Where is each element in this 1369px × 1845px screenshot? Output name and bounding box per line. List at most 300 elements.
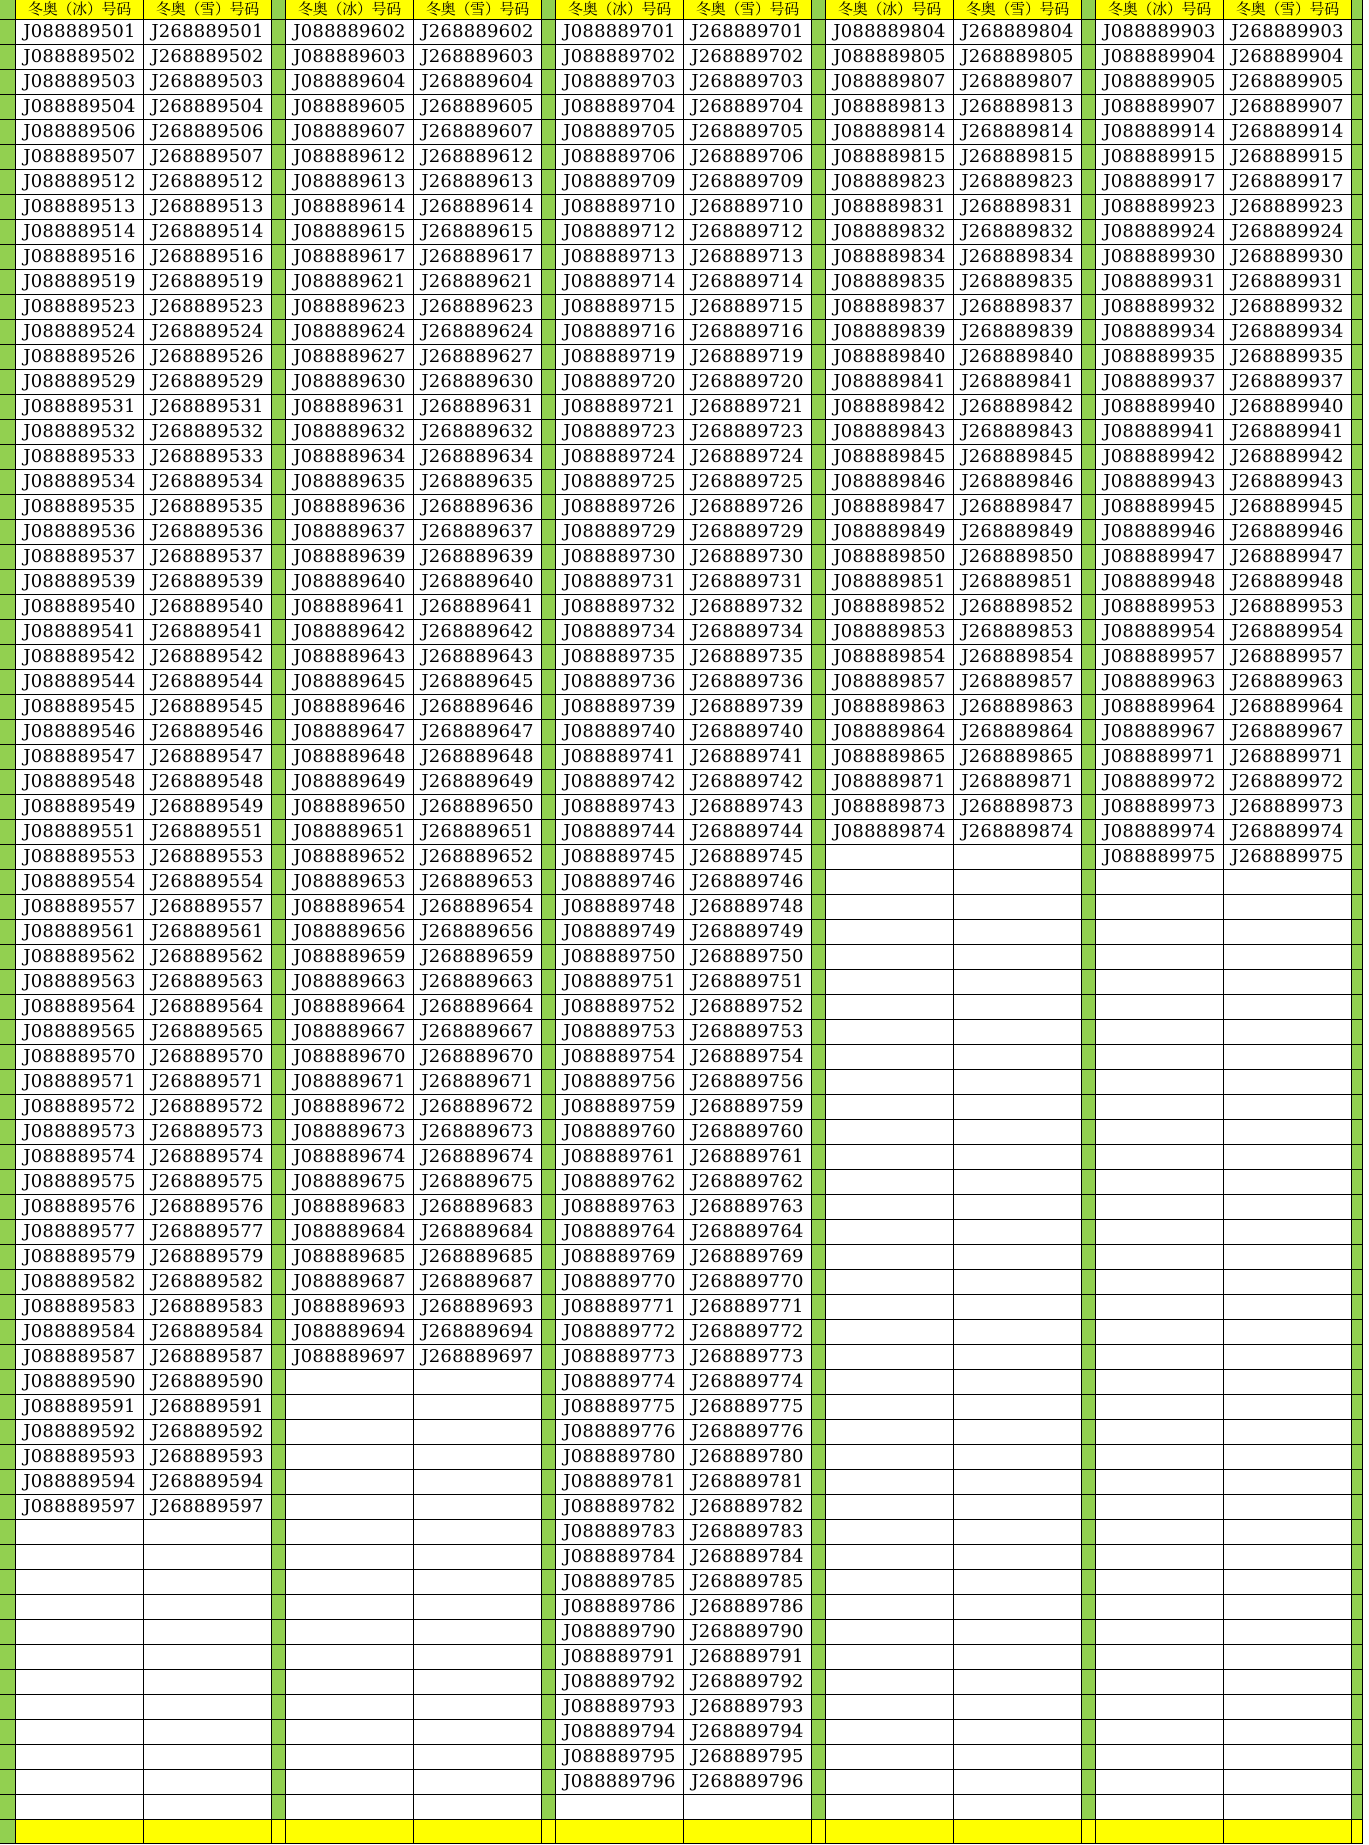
snow-number-cell[interactable]: J268889612: [414, 145, 542, 170]
ice-number-cell[interactable]: J088889752: [556, 995, 684, 1020]
snow-number-cell[interactable]: J268889715: [684, 295, 812, 320]
ice-number-cell[interactable]: J088889791: [556, 1645, 684, 1670]
snow-number-cell[interactable]: J268889507: [144, 145, 272, 170]
empty-cell[interactable]: [286, 1695, 414, 1720]
snow-number-cell[interactable]: J268889562: [144, 945, 272, 970]
ice-number-cell[interactable]: J088889575: [16, 1170, 144, 1195]
snow-number-cell[interactable]: J268889754: [684, 1045, 812, 1070]
snow-number-cell[interactable]: J268889713: [684, 245, 812, 270]
ice-number-cell[interactable]: J088889553: [16, 845, 144, 870]
snow-number-cell[interactable]: J268889546: [144, 720, 272, 745]
ice-number-cell[interactable]: J088889571: [16, 1070, 144, 1095]
ice-number-cell[interactable]: J088889516: [16, 245, 144, 270]
snow-number-cell[interactable]: J268889954: [1224, 620, 1352, 645]
ice-number-cell[interactable]: J088889630: [286, 370, 414, 395]
empty-cell[interactable]: [1096, 1495, 1224, 1520]
snow-number-cell[interactable]: J268889943: [1224, 470, 1352, 495]
snow-number-cell[interactable]: J268889923: [1224, 195, 1352, 220]
ice-number-cell[interactable]: J088889683: [286, 1195, 414, 1220]
ice-number-cell[interactable]: J088889843: [826, 420, 954, 445]
empty-cell[interactable]: [826, 895, 954, 920]
ice-number-cell[interactable]: J088889594: [16, 1470, 144, 1495]
ice-number-cell[interactable]: J088889656: [286, 920, 414, 945]
empty-cell[interactable]: [954, 845, 1082, 870]
empty-cell[interactable]: [826, 970, 954, 995]
ice-number-cell[interactable]: J088889840: [826, 345, 954, 370]
empty-cell[interactable]: [954, 1620, 1082, 1645]
ice-number-cell[interactable]: J088889917: [1096, 170, 1224, 195]
ice-number-cell[interactable]: J088889627: [286, 345, 414, 370]
snow-number-cell[interactable]: J268889932: [1224, 295, 1352, 320]
ice-number-cell[interactable]: J088889851: [826, 570, 954, 595]
footer-cell[interactable]: [144, 1820, 272, 1844]
empty-cell[interactable]: [954, 1520, 1082, 1545]
snow-number-cell[interactable]: J268889587: [144, 1345, 272, 1370]
snow-number-cell[interactable]: J268889645: [414, 670, 542, 695]
ice-number-cell[interactable]: J088889832: [826, 220, 954, 245]
snow-number-cell[interactable]: J268889537: [144, 545, 272, 570]
ice-number-cell[interactable]: J088889726: [556, 495, 684, 520]
ice-number-cell[interactable]: J088889732: [556, 595, 684, 620]
ice-number-cell[interactable]: J088889523: [16, 295, 144, 320]
ice-number-cell[interactable]: J088889741: [556, 745, 684, 770]
empty-cell[interactable]: [16, 1770, 144, 1795]
empty-cell[interactable]: [144, 1595, 272, 1620]
empty-cell[interactable]: [1096, 1220, 1224, 1245]
empty-cell[interactable]: [286, 1545, 414, 1570]
ice-number-cell[interactable]: J088889745: [556, 845, 684, 870]
empty-cell[interactable]: [1224, 995, 1352, 1020]
snow-number-cell[interactable]: J268889716: [684, 320, 812, 345]
snow-number-cell[interactable]: J268889924: [1224, 220, 1352, 245]
empty-cell[interactable]: [414, 1620, 542, 1645]
snow-number-cell[interactable]: J268889667: [414, 1020, 542, 1045]
ice-number-cell[interactable]: J088889621: [286, 270, 414, 295]
empty-cell[interactable]: [16, 1520, 144, 1545]
empty-cell[interactable]: [1096, 1595, 1224, 1620]
empty-cell[interactable]: [16, 1545, 144, 1570]
ice-number-cell[interactable]: J088889531: [16, 395, 144, 420]
empty-cell[interactable]: [1096, 1345, 1224, 1370]
ice-number-cell[interactable]: J088889694: [286, 1320, 414, 1345]
snow-number-cell[interactable]: J268889749: [684, 920, 812, 945]
snow-number-cell[interactable]: J268889553: [144, 845, 272, 870]
snow-number-cell[interactable]: J268889591: [144, 1395, 272, 1420]
empty-cell[interactable]: [826, 945, 954, 970]
empty-cell[interactable]: [954, 995, 1082, 1020]
snow-number-cell[interactable]: J268889804: [954, 20, 1082, 45]
snow-number-cell[interactable]: J268889750: [684, 945, 812, 970]
snow-number-cell[interactable]: J268889683: [414, 1195, 542, 1220]
empty-cell[interactable]: [286, 1370, 414, 1395]
ice-number-cell[interactable]: J088889742: [556, 770, 684, 795]
ice-number-cell[interactable]: J088889846: [826, 470, 954, 495]
empty-cell[interactable]: [954, 1170, 1082, 1195]
ice-number-cell[interactable]: J088889667: [286, 1020, 414, 1045]
ice-number-cell[interactable]: J088889784: [556, 1545, 684, 1570]
ice-number-cell[interactable]: J088889769: [556, 1245, 684, 1270]
empty-cell[interactable]: [286, 1520, 414, 1545]
snow-number-cell[interactable]: J268889793: [684, 1695, 812, 1720]
empty-cell[interactable]: [1096, 895, 1224, 920]
ice-number-cell[interactable]: J088889931: [1096, 270, 1224, 295]
snow-number-cell[interactable]: J268889565: [144, 1020, 272, 1045]
snow-number-cell[interactable]: J268889654: [414, 895, 542, 920]
snow-number-cell[interactable]: J268889770: [684, 1270, 812, 1295]
ice-number-cell[interactable]: J088889710: [556, 195, 684, 220]
empty-cell[interactable]: [1096, 870, 1224, 895]
ice-number-cell[interactable]: J088889506: [16, 120, 144, 145]
ice-number-cell[interactable]: J088889953: [1096, 595, 1224, 620]
ice-number-cell[interactable]: J088889842: [826, 395, 954, 420]
empty-cell[interactable]: [954, 920, 1082, 945]
empty-cell[interactable]: [16, 1720, 144, 1745]
ice-number-cell[interactable]: J088889603: [286, 45, 414, 70]
ice-number-cell[interactable]: J088889815: [826, 145, 954, 170]
empty-cell[interactable]: [1224, 1495, 1352, 1520]
snow-number-cell[interactable]: J268889627: [414, 345, 542, 370]
empty-cell[interactable]: [826, 995, 954, 1020]
snow-number-cell[interactable]: J268889832: [954, 220, 1082, 245]
snow-number-cell[interactable]: J268889795: [684, 1745, 812, 1770]
ice-number-cell[interactable]: J088889590: [16, 1370, 144, 1395]
snow-number-cell[interactable]: J268889719: [684, 345, 812, 370]
ice-number-cell[interactable]: J088889834: [826, 245, 954, 270]
empty-cell[interactable]: [1096, 995, 1224, 1020]
empty-cell[interactable]: [1224, 1770, 1352, 1795]
ice-number-cell[interactable]: J088889785: [556, 1570, 684, 1595]
ice-number-cell[interactable]: J088889557: [16, 895, 144, 920]
ice-number-cell[interactable]: J088889775: [556, 1395, 684, 1420]
snow-number-cell[interactable]: J268889694: [414, 1320, 542, 1345]
ice-number-cell[interactable]: J088889704: [556, 95, 684, 120]
snow-number-cell[interactable]: J268889847: [954, 495, 1082, 520]
ice-number-cell[interactable]: J088889639: [286, 545, 414, 570]
snow-number-cell[interactable]: J268889540: [144, 595, 272, 620]
ice-number-cell[interactable]: J088889731: [556, 570, 684, 595]
snow-number-cell[interactable]: J268889535: [144, 495, 272, 520]
empty-cell[interactable]: [414, 1720, 542, 1745]
ice-number-cell[interactable]: J088889507: [16, 145, 144, 170]
snow-number-cell[interactable]: J268889937: [1224, 370, 1352, 395]
ice-number-cell[interactable]: J088889544: [16, 670, 144, 695]
ice-number-cell[interactable]: J088889804: [826, 20, 954, 45]
empty-cell[interactable]: [1224, 920, 1352, 945]
snow-number-cell[interactable]: J268889873: [954, 795, 1082, 820]
empty-cell[interactable]: [414, 1420, 542, 1445]
ice-number-cell[interactable]: J088889796: [556, 1770, 684, 1795]
empty-cell[interactable]: [16, 1595, 144, 1620]
empty-cell[interactable]: [954, 1695, 1082, 1720]
snow-number-cell[interactable]: J268889664: [414, 995, 542, 1020]
empty-cell[interactable]: [826, 1720, 954, 1745]
snow-number-cell[interactable]: J268889964: [1224, 695, 1352, 720]
empty-cell[interactable]: [286, 1645, 414, 1670]
snow-number-cell[interactable]: J268889953: [1224, 595, 1352, 620]
snow-number-cell[interactable]: J268889794: [684, 1720, 812, 1745]
ice-number-cell[interactable]: J088889685: [286, 1245, 414, 1270]
ice-number-cell[interactable]: J088889570: [16, 1045, 144, 1070]
snow-number-cell[interactable]: J268889726: [684, 495, 812, 520]
ice-number-cell[interactable]: J088889534: [16, 470, 144, 495]
ice-number-cell[interactable]: J088889852: [826, 595, 954, 620]
snow-number-cell[interactable]: J268889571: [144, 1070, 272, 1095]
ice-number-cell[interactable]: J088889697: [286, 1345, 414, 1370]
snow-number-cell[interactable]: J268889791: [684, 1645, 812, 1670]
empty-cell[interactable]: [954, 1095, 1082, 1120]
empty-cell[interactable]: [954, 1020, 1082, 1045]
empty-cell[interactable]: [414, 1695, 542, 1720]
ice-number-cell[interactable]: J088889967: [1096, 720, 1224, 745]
snow-number-cell[interactable]: J268889945: [1224, 495, 1352, 520]
snow-number-cell[interactable]: J268889652: [414, 845, 542, 870]
empty-cell[interactable]: [414, 1370, 542, 1395]
empty-cell[interactable]: [1096, 1020, 1224, 1045]
ice-number-cell[interactable]: J088889753: [556, 1020, 684, 1045]
ice-number-cell[interactable]: J088889654: [286, 895, 414, 920]
empty-cell[interactable]: [144, 1620, 272, 1645]
ice-number-cell[interactable]: J088889597: [16, 1495, 144, 1520]
ice-number-cell[interactable]: J088889542: [16, 645, 144, 670]
footer-cell[interactable]: [954, 1820, 1082, 1844]
ice-number-cell[interactable]: J088889724: [556, 445, 684, 470]
empty-cell[interactable]: [826, 1345, 954, 1370]
ice-number-cell[interactable]: J088889645: [286, 670, 414, 695]
empty-cell[interactable]: [16, 1645, 144, 1670]
snow-number-cell[interactable]: J268889579: [144, 1245, 272, 1270]
snow-number-cell[interactable]: J268889506: [144, 120, 272, 145]
empty-cell[interactable]: [144, 1745, 272, 1770]
ice-number-cell[interactable]: J088889805: [826, 45, 954, 70]
empty-cell[interactable]: [1096, 1095, 1224, 1120]
empty-cell[interactable]: [414, 1445, 542, 1470]
snow-number-cell[interactable]: J268889673: [414, 1120, 542, 1145]
snow-number-cell[interactable]: J268889502: [144, 45, 272, 70]
ice-number-cell[interactable]: J088889623: [286, 295, 414, 320]
ice-number-cell[interactable]: J088889502: [16, 45, 144, 70]
snow-number-cell[interactable]: J268889967: [1224, 720, 1352, 745]
ice-number-cell[interactable]: J088889764: [556, 1220, 684, 1245]
snow-number-cell[interactable]: J268889541: [144, 620, 272, 645]
snow-number-cell[interactable]: J268889623: [414, 295, 542, 320]
snow-number-cell[interactable]: J268889712: [684, 220, 812, 245]
empty-cell[interactable]: [1224, 1195, 1352, 1220]
empty-cell[interactable]: [286, 1595, 414, 1620]
ice-number-cell[interactable]: J088889572: [16, 1095, 144, 1120]
empty-cell[interactable]: [414, 1795, 542, 1820]
snow-number-cell[interactable]: J268889840: [954, 345, 1082, 370]
ice-number-cell[interactable]: J088889943: [1096, 470, 1224, 495]
snow-number-cell[interactable]: J268889512: [144, 170, 272, 195]
ice-number-cell[interactable]: J088889564: [16, 995, 144, 1020]
empty-cell[interactable]: [1224, 1120, 1352, 1145]
ice-number-cell[interactable]: J088889574: [16, 1145, 144, 1170]
snow-number-cell[interactable]: J268889659: [414, 945, 542, 970]
empty-cell[interactable]: [826, 1470, 954, 1495]
empty-cell[interactable]: [1224, 1570, 1352, 1595]
empty-cell[interactable]: [954, 1470, 1082, 1495]
ice-number-cell[interactable]: J088889713: [556, 245, 684, 270]
snow-number-cell[interactable]: J268889845: [954, 445, 1082, 470]
snow-number-cell[interactable]: J268889736: [684, 670, 812, 695]
ice-number-cell[interactable]: J088889636: [286, 495, 414, 520]
snow-number-cell[interactable]: J268889577: [144, 1220, 272, 1245]
empty-cell[interactable]: [16, 1620, 144, 1645]
ice-number-cell[interactable]: J088889930: [1096, 245, 1224, 270]
snow-number-cell[interactable]: J268889790: [684, 1620, 812, 1645]
empty-cell[interactable]: [954, 1445, 1082, 1470]
snow-number-cell[interactable]: J268889864: [954, 720, 1082, 745]
empty-cell[interactable]: [1096, 1270, 1224, 1295]
empty-cell[interactable]: [1224, 1470, 1352, 1495]
snow-number-cell[interactable]: J268889748: [684, 895, 812, 920]
empty-cell[interactable]: [1224, 1220, 1352, 1245]
empty-cell[interactable]: [954, 1370, 1082, 1395]
ice-number-cell[interactable]: J088889762: [556, 1170, 684, 1195]
snow-number-cell[interactable]: J268889785: [684, 1570, 812, 1595]
ice-number-cell[interactable]: J088889539: [16, 570, 144, 595]
footer-cell[interactable]: [16, 1820, 144, 1844]
empty-cell[interactable]: [954, 945, 1082, 970]
empty-cell[interactable]: [1224, 1320, 1352, 1345]
snow-number-cell[interactable]: J268889742: [684, 770, 812, 795]
empty-cell[interactable]: [1224, 1595, 1352, 1620]
snow-number-cell[interactable]: J268889603: [414, 45, 542, 70]
snow-number-cell[interactable]: J268889710: [684, 195, 812, 220]
snow-number-cell[interactable]: J268889857: [954, 670, 1082, 695]
ice-number-cell[interactable]: J088889709: [556, 170, 684, 195]
empty-cell[interactable]: [826, 1320, 954, 1345]
empty-cell[interactable]: [1096, 1695, 1224, 1720]
ice-number-cell[interactable]: J088889651: [286, 820, 414, 845]
snow-number-cell[interactable]: J268889604: [414, 70, 542, 95]
snow-number-cell[interactable]: J268889714: [684, 270, 812, 295]
snow-number-cell[interactable]: J268889805: [954, 45, 1082, 70]
ice-number-cell[interactable]: J088889545: [16, 695, 144, 720]
snow-number-cell[interactable]: J268889557: [144, 895, 272, 920]
footer-cell[interactable]: [1096, 1820, 1224, 1844]
ice-number-cell[interactable]: J088889652: [286, 845, 414, 870]
snow-number-cell[interactable]: J268889514: [144, 220, 272, 245]
ice-number-cell[interactable]: J088889972: [1096, 770, 1224, 795]
ice-number-cell[interactable]: J088889519: [16, 270, 144, 295]
ice-number-cell[interactable]: J088889932: [1096, 295, 1224, 320]
empty-cell[interactable]: [286, 1570, 414, 1595]
snow-number-cell[interactable]: J268889973: [1224, 795, 1352, 820]
snow-number-cell[interactable]: J268889563: [144, 970, 272, 995]
empty-cell[interactable]: [1096, 1195, 1224, 1220]
empty-cell[interactable]: [1096, 920, 1224, 945]
snow-number-cell[interactable]: J268889573: [144, 1120, 272, 1145]
snow-number-cell[interactable]: J268889772: [684, 1320, 812, 1345]
empty-cell[interactable]: [286, 1495, 414, 1520]
ice-number-cell[interactable]: J088889549: [16, 795, 144, 820]
ice-number-cell[interactable]: J088889849: [826, 520, 954, 545]
empty-cell[interactable]: [826, 1045, 954, 1070]
ice-number-cell[interactable]: J088889703: [556, 70, 684, 95]
empty-cell[interactable]: [1224, 1395, 1352, 1420]
ice-number-cell[interactable]: J088889684: [286, 1220, 414, 1245]
ice-number-cell[interactable]: J088889649: [286, 770, 414, 795]
snow-number-cell[interactable]: J268889935: [1224, 345, 1352, 370]
empty-cell[interactable]: [1096, 1770, 1224, 1795]
ice-number-cell[interactable]: J088889554: [16, 870, 144, 895]
ice-number-cell[interactable]: J088889749: [556, 920, 684, 945]
ice-number-cell[interactable]: J088889641: [286, 595, 414, 620]
empty-cell[interactable]: [1096, 1145, 1224, 1170]
snow-number-cell[interactable]: J268889536: [144, 520, 272, 545]
snow-number-cell[interactable]: J268889617: [414, 245, 542, 270]
snow-number-cell[interactable]: J268889532: [144, 420, 272, 445]
snow-number-cell[interactable]: J268889684: [414, 1220, 542, 1245]
empty-cell[interactable]: [1096, 1395, 1224, 1420]
empty-cell[interactable]: [954, 1345, 1082, 1370]
empty-cell[interactable]: [954, 1670, 1082, 1695]
snow-number-cell[interactable]: J268889853: [954, 620, 1082, 645]
empty-cell[interactable]: [1224, 1145, 1352, 1170]
snow-number-cell[interactable]: J268889843: [954, 420, 1082, 445]
ice-number-cell[interactable]: J088889807: [826, 70, 954, 95]
snow-number-cell[interactable]: J268889759: [684, 1095, 812, 1120]
empty-cell[interactable]: [1096, 1170, 1224, 1195]
ice-number-cell[interactable]: J088889935: [1096, 345, 1224, 370]
ice-number-cell[interactable]: J088889693: [286, 1295, 414, 1320]
snow-number-cell[interactable]: J268889697: [414, 1345, 542, 1370]
snow-number-cell[interactable]: J268889775: [684, 1395, 812, 1420]
footer-cell[interactable]: [414, 1820, 542, 1844]
empty-cell[interactable]: [144, 1720, 272, 1745]
empty-cell[interactable]: [826, 1620, 954, 1645]
snow-number-cell[interactable]: J268889751: [684, 970, 812, 995]
empty-cell[interactable]: [954, 895, 1082, 920]
ice-number-cell[interactable]: J088889781: [556, 1470, 684, 1495]
footer-cell[interactable]: [556, 1820, 684, 1844]
ice-number-cell[interactable]: J088889782: [556, 1495, 684, 1520]
snow-number-header[interactable]: 冬奥（雪）号码: [144, 0, 272, 20]
snow-number-cell[interactable]: J268889837: [954, 295, 1082, 320]
empty-cell[interactable]: [1096, 1245, 1224, 1270]
snow-number-cell[interactable]: J268889615: [414, 220, 542, 245]
empty-cell[interactable]: [1224, 1620, 1352, 1645]
snow-number-cell[interactable]: J268889675: [414, 1170, 542, 1195]
ice-number-cell[interactable]: J088889720: [556, 370, 684, 395]
ice-number-cell[interactable]: J088889632: [286, 420, 414, 445]
snow-number-cell[interactable]: J268889871: [954, 770, 1082, 795]
snow-number-cell[interactable]: J268889672: [414, 1095, 542, 1120]
empty-cell[interactable]: [414, 1495, 542, 1520]
ice-number-cell[interactable]: J088889663: [286, 970, 414, 995]
ice-number-cell[interactable]: J088889573: [16, 1120, 144, 1145]
snow-number-cell[interactable]: J268889725: [684, 470, 812, 495]
footer-cell[interactable]: [286, 1820, 414, 1844]
snow-number-cell[interactable]: J268889582: [144, 1270, 272, 1295]
snow-number-cell[interactable]: J268889624: [414, 320, 542, 345]
empty-cell[interactable]: [1096, 1420, 1224, 1445]
snow-number-cell[interactable]: J268889756: [684, 1070, 812, 1095]
ice-number-cell[interactable]: J088889529: [16, 370, 144, 395]
snow-number-cell[interactable]: J268889907: [1224, 95, 1352, 120]
snow-number-cell[interactable]: J268889746: [684, 870, 812, 895]
empty-cell[interactable]: [826, 845, 954, 870]
ice-number-cell[interactable]: J088889705: [556, 120, 684, 145]
snow-number-cell[interactable]: J268889930: [1224, 245, 1352, 270]
empty-cell[interactable]: [144, 1670, 272, 1695]
snow-number-cell[interactable]: J268889590: [144, 1370, 272, 1395]
snow-number-cell[interactable]: J268889782: [684, 1495, 812, 1520]
snow-number-header[interactable]: 冬奥（雪）号码: [1224, 0, 1352, 20]
snow-number-cell[interactable]: J268889635: [414, 470, 542, 495]
snow-number-cell[interactable]: J268889584: [144, 1320, 272, 1345]
